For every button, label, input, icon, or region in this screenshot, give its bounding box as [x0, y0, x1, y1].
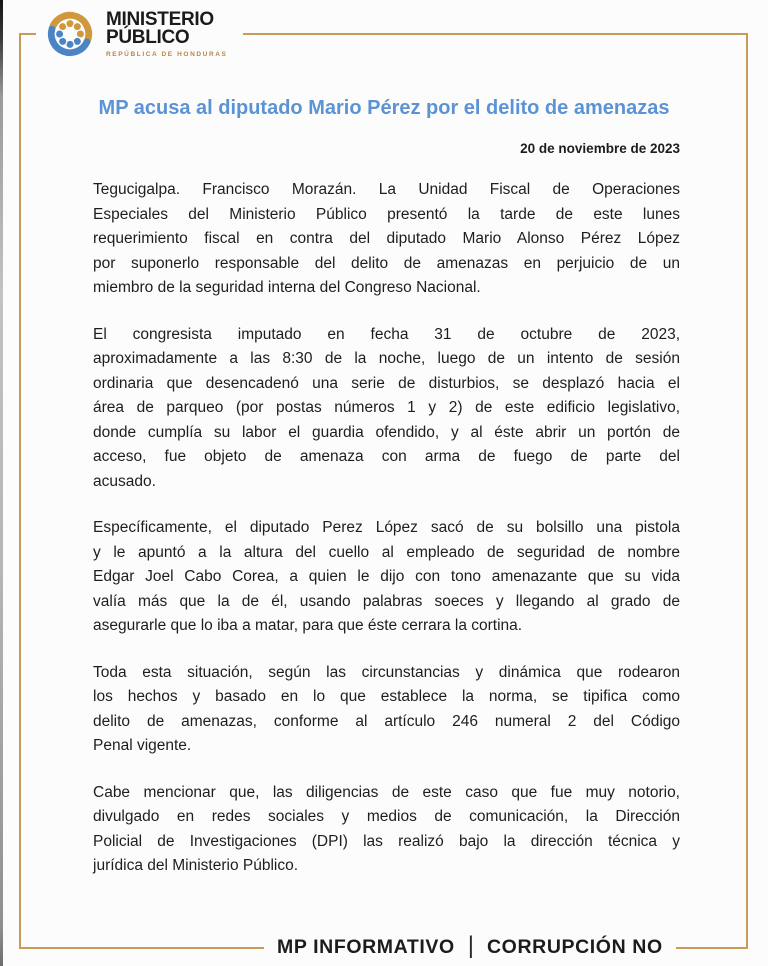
paragraph	[93, 178, 680, 301]
paragraph-line: miembro de la seguridad interna del Congreso Nacional.	[93, 279, 481, 296]
paragraph-line: acusado.	[93, 472, 156, 490]
paragraph-line: requerimiento fiscal en contra del diputado Mario Alonso Pérez López	[93, 230, 680, 247]
org-name-block	[106, 8, 228, 58]
article-date: 20 de noviembre de 2023	[520, 141, 680, 156]
ministerio-publico-logo-icon	[44, 7, 96, 61]
paragraph	[93, 516, 680, 639]
footer-banner	[264, 931, 676, 963]
paragraph-line: valía más que la de él, usando palabras soeces y llegando al grado de	[93, 592, 680, 610]
paragraph-line: Penal vigente.	[93, 737, 192, 754]
paragraph-line: acceso, fue objeto de amenaza con arma de fuego de parte del	[93, 448, 680, 465]
paragraph-line: y le apuntó a la altura del cuello al empleado de seguridad de nombre	[93, 543, 680, 561]
footer-left-label: MP INFORMATIVO	[277, 935, 455, 958]
paragraph-line: Especiales del Ministerio Público presentó la tarde de este lunes	[93, 205, 680, 223]
paragraph-line: jurídica del Ministerio Público.	[93, 857, 299, 874]
paragraph-line: Policial de Investigaciones (DPI) las realizó bajo la dirección técnica y	[93, 832, 680, 850]
paragraph-line: Toda esta situación, según las circunstancias y dinámica que rodearon	[93, 663, 680, 681]
paragraph-line: aproximadamente a las 8:30 de la noche, luego de un intento de sesión	[93, 350, 680, 367]
paragraph-line: Cabe mencionar que, las diligencias de este caso que fue muy notorio,	[93, 783, 680, 801]
paragraph-line: donde cumplía su labor el guardia ofendido, y al éste abrir un portón de	[93, 423, 680, 441]
logo-block	[36, 2, 243, 68]
org-name-line2: PÚBLICO	[106, 26, 190, 48]
paragraph	[93, 661, 680, 759]
paragraph-line: área de parqueo (por postas números 1 y 2) de este edificio legislativo,	[93, 399, 680, 416]
paragraph	[93, 323, 680, 495]
footer-divider: |	[467, 932, 474, 959]
paragraph-line: Específicamente, el diputado Perez López sacó de su bolsillo una pistola	[93, 519, 680, 536]
paragraph-line: El congresista imputado en fecha 31 de octubre de 2023,	[93, 325, 680, 343]
article-body	[93, 178, 680, 901]
scan-edge-artifact	[0, 0, 3, 966]
paragraph-line: asegurarle que lo iba a matar, para que éste cerrara la cortina.	[93, 617, 523, 634]
article-title: MP acusa al diputado Mario Pérez por el delito de amenazas	[98, 97, 670, 119]
paragraph	[93, 781, 680, 879]
paragraph-line: divulgado en redes sociales y medios de comunicación, la Dirección	[93, 808, 680, 825]
footer-right-label: CORRUPCIÓN NO	[487, 935, 663, 958]
paragraph-line: delito de amenazas, conforme al artículo 246 numeral 2 del Código	[93, 712, 680, 730]
paragraph-line: Tegucigalpa. Francisco Morazán. La Unidad Fiscal de Operaciones	[93, 181, 680, 198]
paragraph-line: por suponerlo responsable del delito de amenazas en perjuicio de un	[93, 254, 680, 272]
paragraph-line: ordinaria que desencadenó una serie de disturbios, se desplazó hacia el	[93, 374, 680, 392]
paragraph-line: los hechos y basado en lo que establece la norma, se tipifica como	[93, 688, 680, 705]
org-name-line1: MINISTERIO	[106, 8, 214, 30]
org-subtitle: REPÚBLICA DE HONDURAS	[106, 50, 228, 58]
paragraph-line: Edgar Joel Cabo Corea, a quien le dijo con tono amenazante que su vida	[93, 568, 680, 585]
